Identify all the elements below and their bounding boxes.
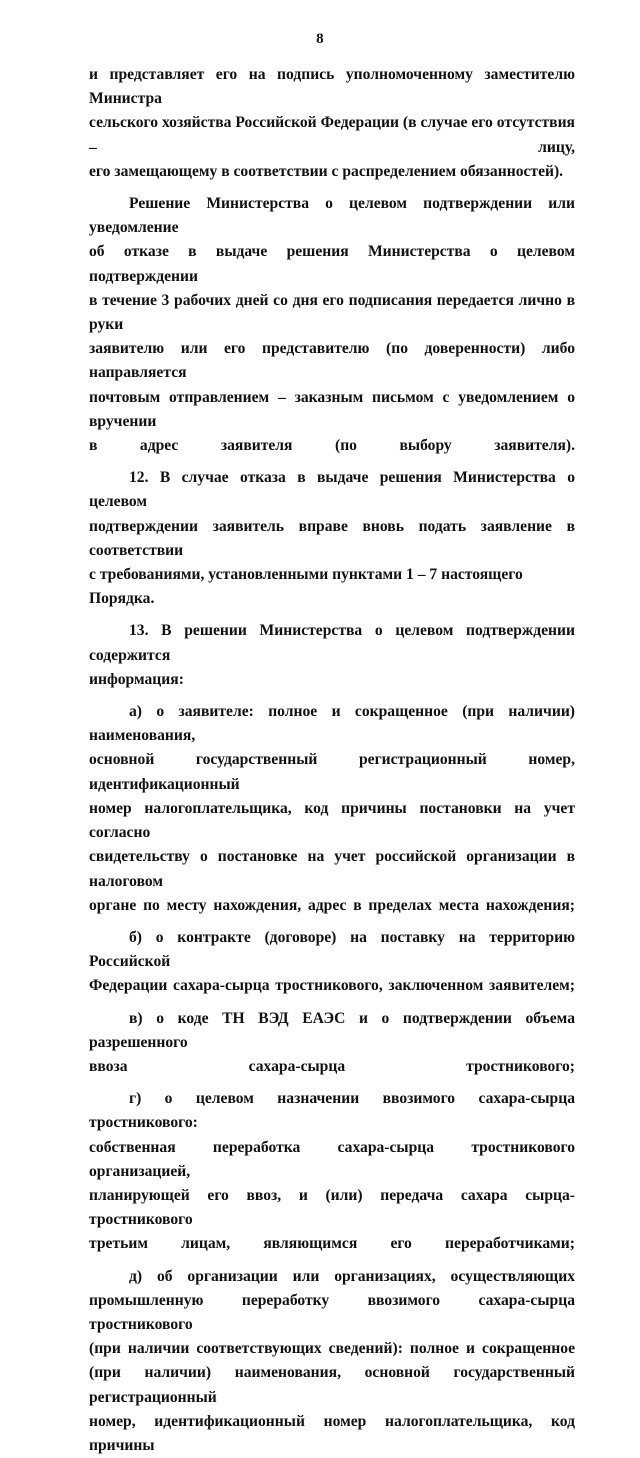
text-line: а) о заявителе: полное и сокращенное (при наличии) наименования, bbox=[89, 703, 575, 745]
paragraph-12 bbox=[89, 466, 575, 611]
text-line: об отказе в выдаче решения Министерства о целевом подтверждении bbox=[89, 243, 575, 285]
paragraph-item-b bbox=[89, 926, 575, 999]
text-line: 12. В случае отказа в выдаче решения Министерства о целевом bbox=[89, 469, 575, 511]
text-line: (при наличии соответствующих сведений): полное и сокращенное bbox=[89, 1340, 575, 1358]
page-number: 8 bbox=[316, 31, 324, 47]
paragraph-continuation bbox=[89, 63, 575, 184]
text-line: в течение 3 рабочих дней со дня его подписания передается лично в руки bbox=[89, 291, 575, 334]
text-line: Федерации сахара-сырца тростникового, заключенном заявителем; bbox=[89, 977, 575, 995]
text-line: в адрес заявителя (по выбору заявителя). bbox=[89, 437, 575, 455]
paragraph-item-d bbox=[89, 1265, 575, 1458]
text-line: б) о контракте (договоре) на поставку на территорию Российской bbox=[89, 928, 575, 971]
text-line: основной государственный регистрационный номер, идентификационный bbox=[89, 751, 575, 793]
text-line: сельского хозяйства Российской Федерации (в случае его отсутствия – лицу, bbox=[89, 114, 575, 156]
text-line: планирующей его ввоз, и (или) передача сахара сырца-тростникового bbox=[89, 1186, 575, 1229]
text-line: его замещающему в соответствии с распределением обязанностей). bbox=[89, 162, 564, 180]
text-line: заявителю или его представителю (по доверенности) либо направляется bbox=[89, 340, 575, 382]
text-line: собственная переработка сахара-сырца тростникового организацией, bbox=[89, 1138, 575, 1180]
paragraph-item-a bbox=[89, 700, 575, 918]
text-line: с требованиями, установленными пунктами 1 – 7 настоящего Порядка. bbox=[89, 566, 523, 608]
text-line: г) о целевом назначении ввозимого сахара-сырца тростникового: bbox=[89, 1090, 575, 1132]
text-line: д) об организации или организациях, осуществляющих bbox=[129, 1267, 575, 1285]
document-body bbox=[89, 63, 575, 1458]
text-line: ввоза сахара-сырца тростникового; bbox=[89, 1057, 575, 1075]
text-line: свидетельству о постановке на учет российской организации в налоговом bbox=[89, 848, 575, 890]
text-line: подтверждении заявитель вправе вновь подать заявление в соответствии bbox=[89, 517, 575, 559]
text-line: третьим лицам, являющимся его переработчиками; bbox=[89, 1235, 575, 1253]
text-line: (при наличии) наименования, основной государственный регистрационный bbox=[89, 1364, 575, 1406]
text-line: промышленную переработку ввозимого сахара-сырца тростникового bbox=[89, 1291, 575, 1333]
paragraph-item-v bbox=[89, 1007, 575, 1080]
text-line: информация: bbox=[89, 670, 184, 688]
text-line: и представляет его на подпись уполномоченному заместителю Министра bbox=[89, 66, 575, 108]
text-line: почтовым отправлением – заказным письмом с уведомлением о вручении bbox=[89, 388, 575, 430]
text-line: 13. В решении Министерства о целевом подтверждении содержится bbox=[89, 622, 575, 664]
paragraph-decision-delivery bbox=[89, 192, 575, 458]
text-line: номер, идентификационный номер налогоплательщика, код причины bbox=[89, 1412, 575, 1454]
paragraph-13 bbox=[89, 619, 575, 692]
paragraph-item-g bbox=[89, 1087, 575, 1256]
text-line: Решение Министерства о целевом подтверждении или уведомление bbox=[89, 195, 575, 237]
text-line: в) о коде ТН ВЭД ЕАЭС и о подтверждении объема разрешенного bbox=[89, 1009, 575, 1051]
text-line: органе по месту нахождения, адрес в пределах места нахождения; bbox=[89, 896, 575, 914]
text-line: номер налогоплательщика, код причины постановки на учет согласно bbox=[89, 799, 575, 842]
